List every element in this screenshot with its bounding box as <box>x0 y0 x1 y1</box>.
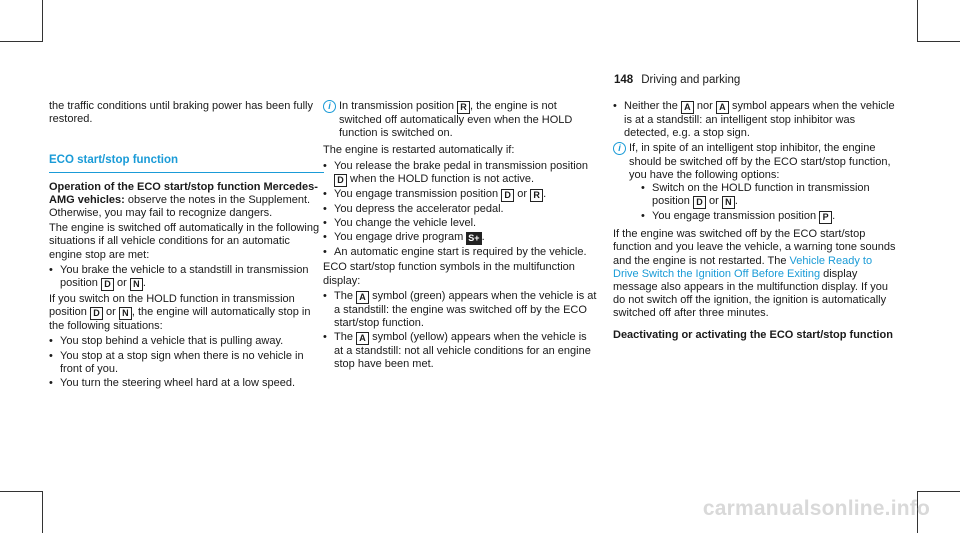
page-header <box>614 74 740 86</box>
transmission-key: N <box>722 196 735 209</box>
list-item: • You turn the steering wheel hard at a low speed. <box>49 377 324 390</box>
transmission-key: N <box>130 278 143 291</box>
list-item: • You change the vehicle level. <box>323 217 598 230</box>
eco-start-stop-icon: A <box>681 101 694 114</box>
crop-mark <box>918 491 960 492</box>
crop-mark <box>42 0 43 42</box>
list-item: • You brake the vehicle to a standstill in transmission position D or N . <box>49 264 324 291</box>
transmission-key: R <box>457 101 470 114</box>
paragraph: Operation of the ECO start/stop function Mercedes-AMG vehicles: observe the notes in the Supplement. Otherwise, you may fail to recognize dangers. <box>49 180 318 220</box>
list-item: • You engage transmission position D or R . <box>323 188 598 202</box>
watermark: carmanualsonline.info <box>702 497 930 520</box>
eco-start-stop-off-icon: A <box>356 332 369 345</box>
transmission-key: D <box>101 278 114 291</box>
bullet-list <box>629 182 898 224</box>
bullet-list <box>323 160 598 260</box>
eco-start-stop-off-icon: A <box>716 101 729 114</box>
paragraph: ECO start/stop function symbols in the multifunction display: <box>323 261 575 287</box>
list-item: • You engage transmission position P . <box>641 210 898 224</box>
list-item: • The A symbol (yellow) appears when the vehicle is at a standstill: not all vehicle conditions for an engine stop have been met. <box>323 331 598 371</box>
section-name: Driving and parking <box>641 74 741 86</box>
column-2 <box>323 100 598 374</box>
list-item: • The A symbol (green) appears when the vehicle is at a standstill: the engine was switched off by the ECO start/stop function. <box>323 290 598 330</box>
bullet-list <box>613 100 898 140</box>
list-item: • You depress the accelerator pedal. <box>323 203 598 216</box>
list-item: • You stop at a stop sign when there is no vehicle in front of you. <box>49 350 324 376</box>
transmission-key: R <box>530 189 543 202</box>
info-icon: i <box>613 142 626 155</box>
paragraph: The engine is switched off automatically in the following situations if all vehicle conditions for an automatic engine stop are met: <box>49 222 320 261</box>
transmission-key: P <box>819 211 832 224</box>
subheading: Deactivating or activating the ECO start/stop function <box>613 328 893 341</box>
column-1 <box>49 100 324 392</box>
column-3 <box>613 100 898 342</box>
bullet-list <box>323 290 598 372</box>
section-title: ECO start/stop function <box>49 154 324 172</box>
paragraph: If the engine was switched off by the ECO start/stop function and you leave the vehicle, a warning tone sounds and the engine is not restarted. The Vehicle Ready to Drive Switch the Ignition Off Before Exiting display message also appears in the multifunction display. If you do not switch off the ignition, the ignition is automatically switched off after three minutes. <box>613 228 896 320</box>
drive-program-icon: S+ <box>468 233 480 244</box>
transmission-key: D <box>501 189 514 202</box>
bullet-list <box>49 335 324 390</box>
list-item: • Switch on the HOLD function in transmission position D or N . <box>641 182 898 209</box>
crop-mark <box>42 491 43 533</box>
paragraph: the traffic conditions until braking power has been fully restored. <box>49 100 313 126</box>
paragraph: The engine is restarted automatically if: <box>323 144 515 157</box>
bullet-list <box>49 264 324 291</box>
transmission-key: D <box>693 196 706 209</box>
list-item: • An automatic engine start is required by the vehicle. <box>323 246 598 259</box>
list-item: • You engage drive program S+ . <box>323 231 598 245</box>
crop-mark <box>918 41 960 42</box>
crop-mark <box>917 0 918 42</box>
page-number: 148 <box>614 74 634 86</box>
eco-start-stop-icon: A <box>356 291 369 304</box>
transmission-key: D <box>334 174 347 187</box>
transmission-key: D <box>90 307 103 320</box>
crop-mark <box>0 491 42 492</box>
info-icon: i <box>323 100 336 113</box>
crop-mark <box>0 41 42 42</box>
note: i In transmission position R , the engine is not switched off automatically even when the HOLD function is switched on. <box>323 100 598 140</box>
list-item: • Neither the A nor A symbol appears when the vehicle is at a standstill: an intelligent stop inhibitor was detected, e.g. a stop sign. <box>613 100 898 140</box>
display-message-link[interactable]: Vehicle Ready to Drive Switch the Ignition Off Before Exiting <box>613 254 873 280</box>
list-item: • You stop behind a vehicle that is pulling away. <box>49 335 324 348</box>
paragraph: If you switch on the HOLD function in transmission position D or N , the engine will automatically stop in the following situations: <box>49 293 311 333</box>
transmission-key: N <box>119 307 132 320</box>
list-item: • You release the brake pedal in transmission position D when the HOLD function is not active. <box>323 160 598 187</box>
note: i If, in spite of an intelligent stop inhibitor, the engine should be switched off by the ECO start/stop function, you have the following options: • Switch on the HOLD function in transmission position D or N . • You engage transmission position P . <box>613 142 898 224</box>
